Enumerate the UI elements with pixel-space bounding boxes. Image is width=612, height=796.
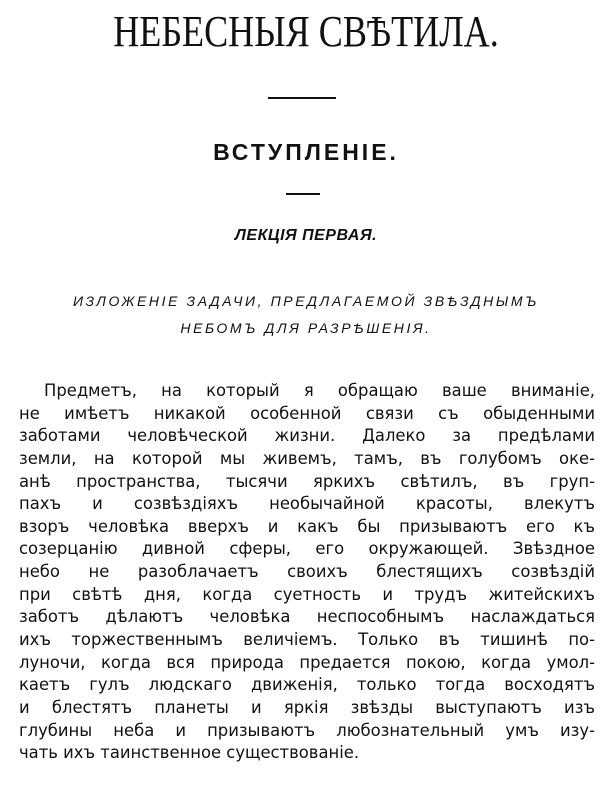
lecture-heading: ЛЕКЦІЯ ПЕРВАЯ.	[234, 227, 378, 244]
subtitle-line: НЕБОМЪ ДЛЯ РАЗРѢШЕНІЯ.	[180, 320, 432, 336]
section-divider	[286, 193, 320, 195]
body-line: каетъ гулъ людскаго движенія, только тогда восходятъ	[19, 675, 595, 695]
section-heading: ВСТУПЛЕНІЕ.	[213, 139, 399, 165]
body-line: и блестятъ планеты и яркія звѣзды выступаютъ изъ	[19, 697, 595, 717]
body-line: не имѣетъ никакой особенной связи съ обыденными	[19, 403, 595, 423]
body-line: Предметъ, на который я обращаю ваше вниманіе,	[44, 381, 595, 400]
body-line: заботъ дѣлаютъ человѣка неспособнымъ наслаждаться	[19, 607, 595, 627]
body-line: созерцанію дивной сферы, его окружающей. Звѣздное	[19, 539, 595, 559]
body-line: пахъ и созвѣздіяхъ необычайной красоты, влекутъ	[19, 494, 595, 514]
body-line: взоръ человѣка вверхъ и какъ бы призываютъ его къ	[19, 516, 595, 536]
body-paragraph	[19, 380, 595, 765]
book-title: НЕБЕСНЫЯ СВѢТИЛА.	[113, 7, 499, 56]
body-line: заботами человѣческой жизни. Далеко за предѣлами	[19, 426, 595, 446]
subtitle-line: ИЗЛОЖЕНІЕ ЗАДАЧИ, ПРЕДЛАГАЕМОЙ ЗВѢЗДНЫМЪ	[72, 293, 540, 309]
body-line: при свѣтѣ дня, когда суетность и трудъ житейскихъ	[19, 584, 595, 604]
title-divider	[268, 97, 336, 99]
body-line: луночи, когда вся природа предается покою, когда умол-	[19, 652, 595, 672]
body-line: земли, на которой мы живемъ, тамъ, въ голубомъ оке-	[19, 448, 595, 468]
body-line: небо не разоблачаетъ своихъ блестящихъ созвѣздій	[19, 562, 595, 582]
body-line: глубины неба и призываютъ любознательный умъ изу-	[19, 720, 595, 740]
body-line: ихъ торжественнымъ величіемъ. Только въ тишинѣ по-	[19, 630, 595, 650]
body-line: чать ихъ таинственное существованіе.	[19, 743, 360, 763]
body-line: анѣ пространства, тысячи яркихъ свѣтилъ, въ груп-	[19, 471, 595, 491]
